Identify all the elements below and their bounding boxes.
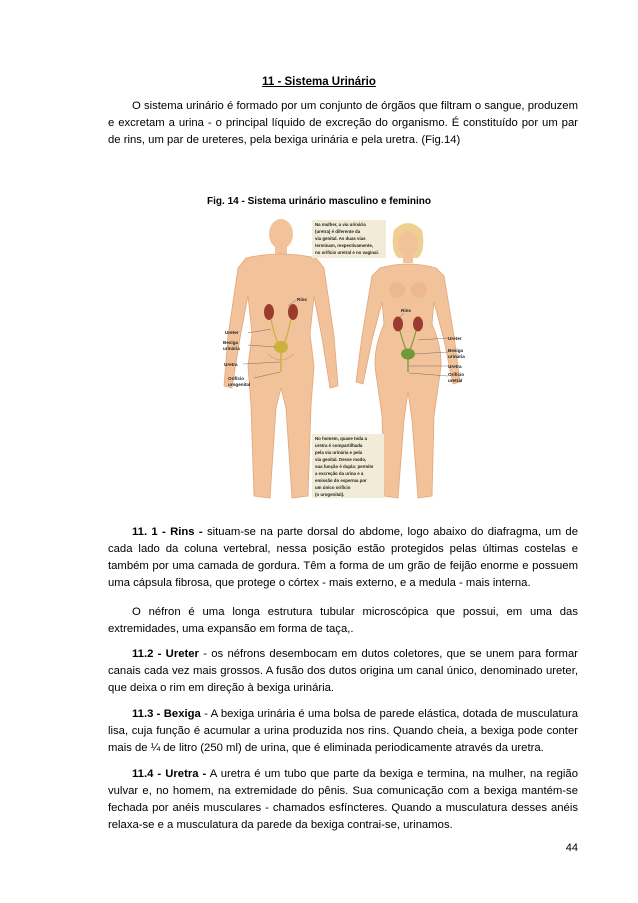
section-bexiga (108, 706, 578, 757)
svg-text:Na mulher, a via urinária: Na mulher, a via urinária (315, 222, 366, 227)
intro-text: O sistema urinário é formado por um conjunto de órgãos que filtram o sangue, produzem e excretam a urina - o principal líquido de excreção do organismo. É constituído por um par de rins, um par de ureteres, pela bexiga urinária e pela uretra. (Fig.14) (108, 100, 578, 146)
female-kidney-right (413, 317, 423, 332)
svg-text:No homem, quase toda a: No homem, quase toda a (315, 436, 367, 441)
male-label-bexiga-2: urinária (223, 346, 240, 351)
svg-text:a excreção da urina e a: a excreção da urina e a (315, 471, 364, 476)
svg-text:(o urogenital).: (o urogenital). (315, 492, 345, 497)
male-bladder (274, 341, 288, 353)
section-uretra (108, 766, 578, 834)
section-uretra-text: A uretra é um tubo que parte da bexiga e termina, na mulher, na região vulvar e, no homem, na extremidade do pênis. Sua comunicação com a bexiga mantém-se fechada por anéis musculares - chamados esfíncteres. Quando a musculatura desses anéis relaxa-se e a musculatura da parede da bexiga contrai-se, urinamos. (108, 768, 578, 831)
svg-text:emissão do esperma por: emissão do esperma por (315, 478, 367, 483)
section-bexiga-heading: 11.3 - Bexiga (132, 708, 201, 720)
figure-caption: Fig. 14 - Sistema urinário masculino e feminino (207, 196, 431, 207)
female-bladder (401, 349, 415, 360)
svg-text:(uretra) é diferente da: (uretra) é diferente da (315, 229, 361, 234)
svg-text:no orifício uretral e no vagin: no orifício uretral e no vaginal. (315, 250, 379, 255)
urinary-system-figure (218, 216, 468, 504)
section-nefron (108, 604, 578, 638)
svg-text:uretra é compartilhada: uretra é compartilhada (315, 443, 363, 448)
male-kidney-left (264, 304, 274, 320)
female-note (312, 220, 386, 258)
female-kidney-left (393, 317, 403, 332)
female-label-ureter: Ureter (448, 336, 462, 341)
section-rins-heading: 11. 1 - Rins - (132, 526, 203, 538)
section-ureter-text: - os néfrons desembocam em dutos coletores, que se unem para formar canais cada vez mais grossos. A fusão dos dutos origina um canal único, denominado ureter, que deixa o rim em direção à bexiga urinária. (108, 648, 579, 694)
svg-text:sua função é dupla: permite: sua função é dupla: permite (315, 464, 374, 469)
intro-paragraph (108, 98, 578, 149)
male-note (312, 434, 384, 498)
male-label-uretra: Uretra (224, 362, 238, 367)
male-label-ureter: Ureter (225, 330, 239, 335)
female-label-bexiga-2: urinária (448, 354, 465, 359)
section-ureter (108, 646, 578, 697)
male-kidney-right (288, 304, 298, 320)
svg-text:pela via urinária e pela: pela via urinária e pela (315, 450, 363, 455)
section-bexiga-text: - A bexiga urinária é uma bolsa de parede elástica, dotada de musculatura lisa, cuja função é acumular a urina produzida nos rins. Quando cheia, a bexiga pode conter mais de ¼ de litro (250 ml) de urina, que é eliminada periodicamente através da uretra. (108, 708, 579, 754)
section-ureter-heading: 11.2 - Ureter (132, 648, 199, 660)
male-label-bexiga-1: Bexiga (223, 340, 239, 345)
female-label-orificio-2: uretral (448, 378, 463, 383)
svg-text:via genital. As duas vias: via genital. As duas vias (315, 236, 366, 241)
svg-text:terminam, respectivamente,: terminam, respectivamente, (315, 243, 374, 248)
male-label-orificio-2: urogenital (228, 382, 251, 387)
female-label-orificio-1: Orifício (448, 372, 465, 377)
section-uretra-heading: 11.4 - Uretra - (132, 768, 207, 780)
section-rins (108, 524, 578, 592)
female-label-bexiga-1: Bexiga (448, 348, 464, 353)
section-title: 11 - Sistema Urinário (262, 76, 376, 88)
page-number: 44 (565, 842, 578, 854)
female-label-uretra: Uretra (448, 364, 462, 369)
section-rins-text: situam-se na parte dorsal do abdome, logo abaixo do diafragma, um de cada lado da coluna vertebral, nessa posição estão protegidos pelas últimas costelas e também por uma camada de gordura. Têm a forma de um grão de feijão enorme e possuem uma cápsula fibrosa, que protege o córtex - mais externo, e a medula - mais interna. (108, 526, 578, 589)
urinary-system-illustration (218, 216, 468, 504)
svg-text:via genital. Desse modo,: via genital. Desse modo, (315, 457, 367, 462)
section-nefron-text: O néfron é uma longa estrutura tubular microscópica que possui, em uma das extremidades, uma expansão em forma de taça,. (108, 606, 578, 635)
female-label-rins: Rins (401, 308, 411, 313)
svg-text:um único orifício: um único orifício (315, 485, 351, 490)
male-label-rins: Rins (297, 297, 307, 302)
male-label-orificio-1: Orifício (228, 376, 245, 381)
